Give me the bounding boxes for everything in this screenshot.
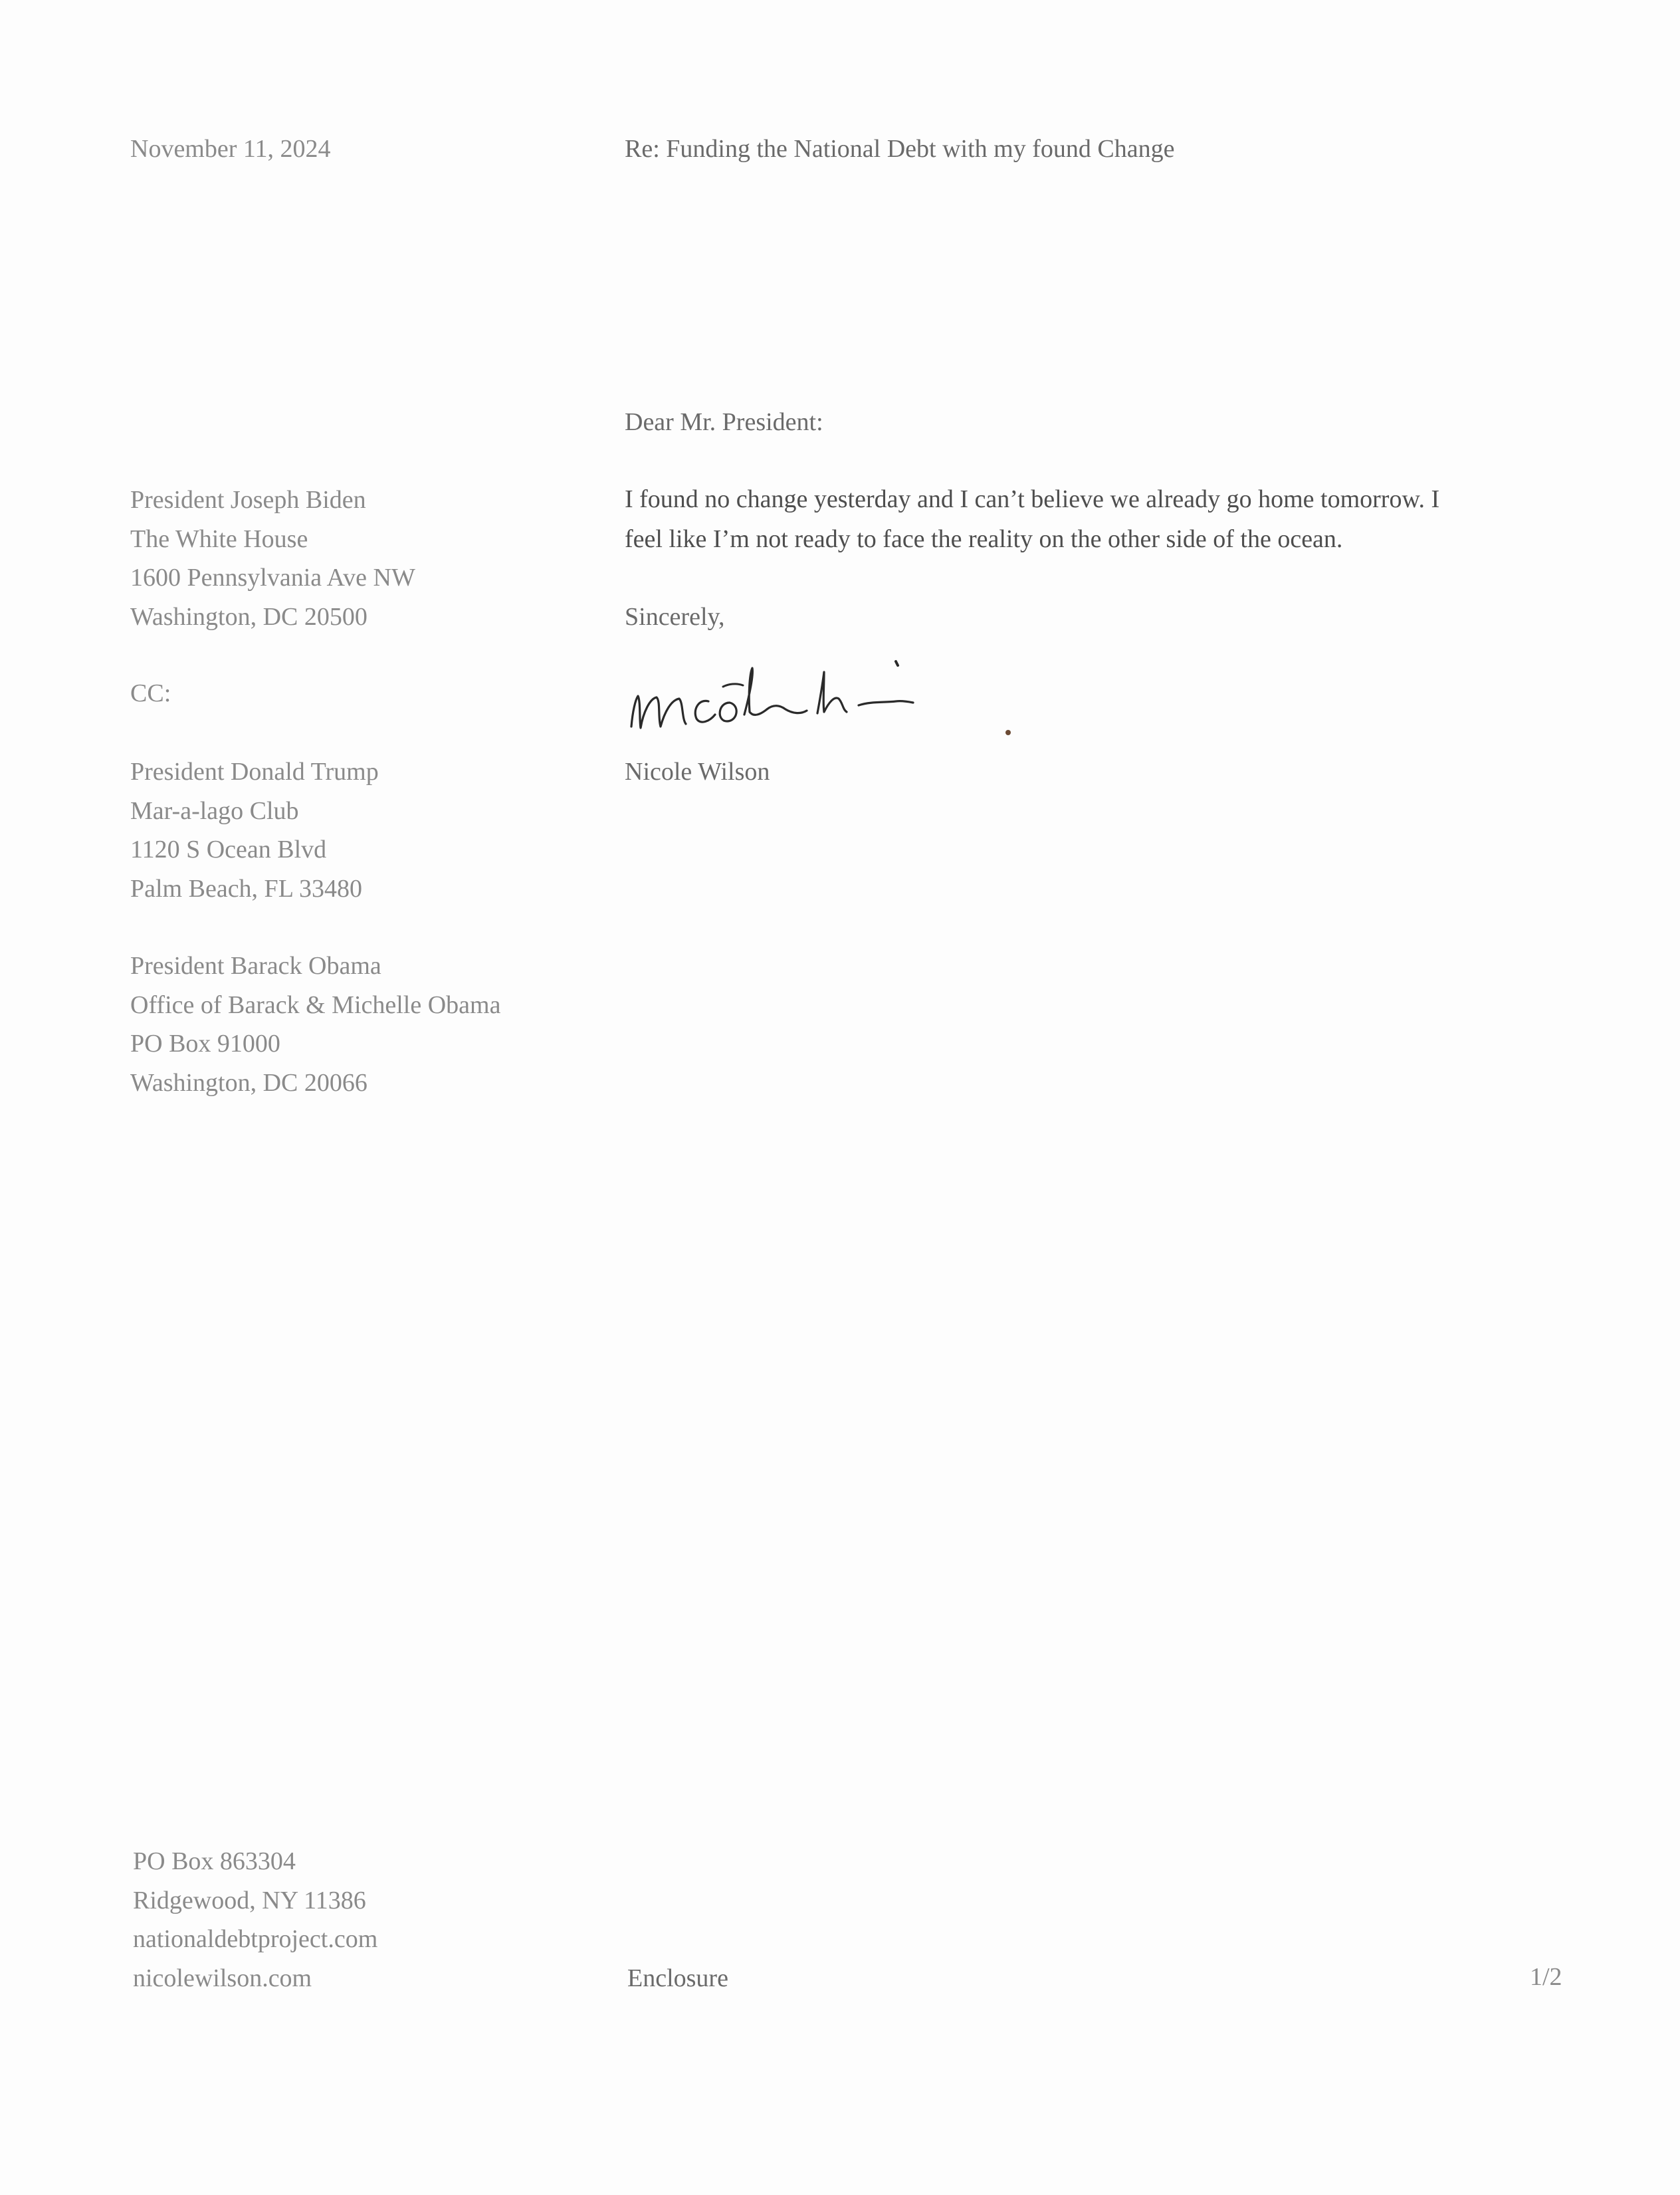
cc-label: CC:: [130, 679, 171, 707]
cc-obama-line-4: Washington, DC 20066: [130, 1068, 368, 1097]
recipient-line-2: The White House: [130, 524, 308, 553]
body-line-2: feel like I’m not ready to face the reality on the other side of the ocean.: [625, 525, 1343, 553]
cc-trump-line-2: Mar-a-lago Club: [130, 796, 299, 825]
cc-trump-line-3: 1120 S Ocean Blvd: [130, 836, 327, 864]
sender-po-box: PO Box 863304: [133, 1847, 296, 1875]
letter-date: November 11, 2024: [130, 135, 331, 163]
salutation: Dear Mr. President:: [625, 408, 823, 436]
page-number: 1/2: [1530, 1963, 1562, 1991]
signer-name: Nicole Wilson: [625, 758, 770, 786]
ink-speck: [1005, 730, 1011, 735]
recipient-name: President Joseph Biden: [130, 486, 366, 514]
recipient-address: [130, 481, 415, 636]
closing: Sincerely,: [625, 603, 725, 631]
cc-obama-name: President Barack Obama: [130, 952, 381, 980]
recipient-line-3: 1600 Pennsylvania Ave NW: [130, 564, 415, 592]
cc-obama-line-3: PO Box 91000: [130, 1030, 280, 1058]
body-line-1: I found no change yesterday and I can’t believe we already go home tomorrow. I: [625, 485, 1440, 513]
sender-website-1: nationaldebtproject.com: [133, 1925, 378, 1953]
sender-address: [133, 1842, 377, 1998]
cc-address-trump: [130, 752, 379, 908]
sender-city: Ridgewood, NY 11386: [133, 1886, 366, 1914]
enclosure-note: Enclosure: [627, 1964, 728, 1992]
cc-address-obama: [130, 947, 500, 1102]
letter-body: [625, 479, 1555, 559]
sender-website-2: nicolewilson.com: [133, 1964, 312, 1992]
letter-subject: Re: Funding the National Debt with my found Change: [625, 135, 1175, 163]
cc-trump-name: President Donald Trump: [130, 758, 379, 786]
handwritten-signature: [623, 648, 936, 748]
cc-obama-line-2: Office of Barack & Michelle Obama: [130, 990, 501, 1019]
cc-trump-line-4: Palm Beach, FL 33480: [130, 874, 362, 903]
recipient-line-4: Washington, DC 20500: [130, 602, 368, 631]
